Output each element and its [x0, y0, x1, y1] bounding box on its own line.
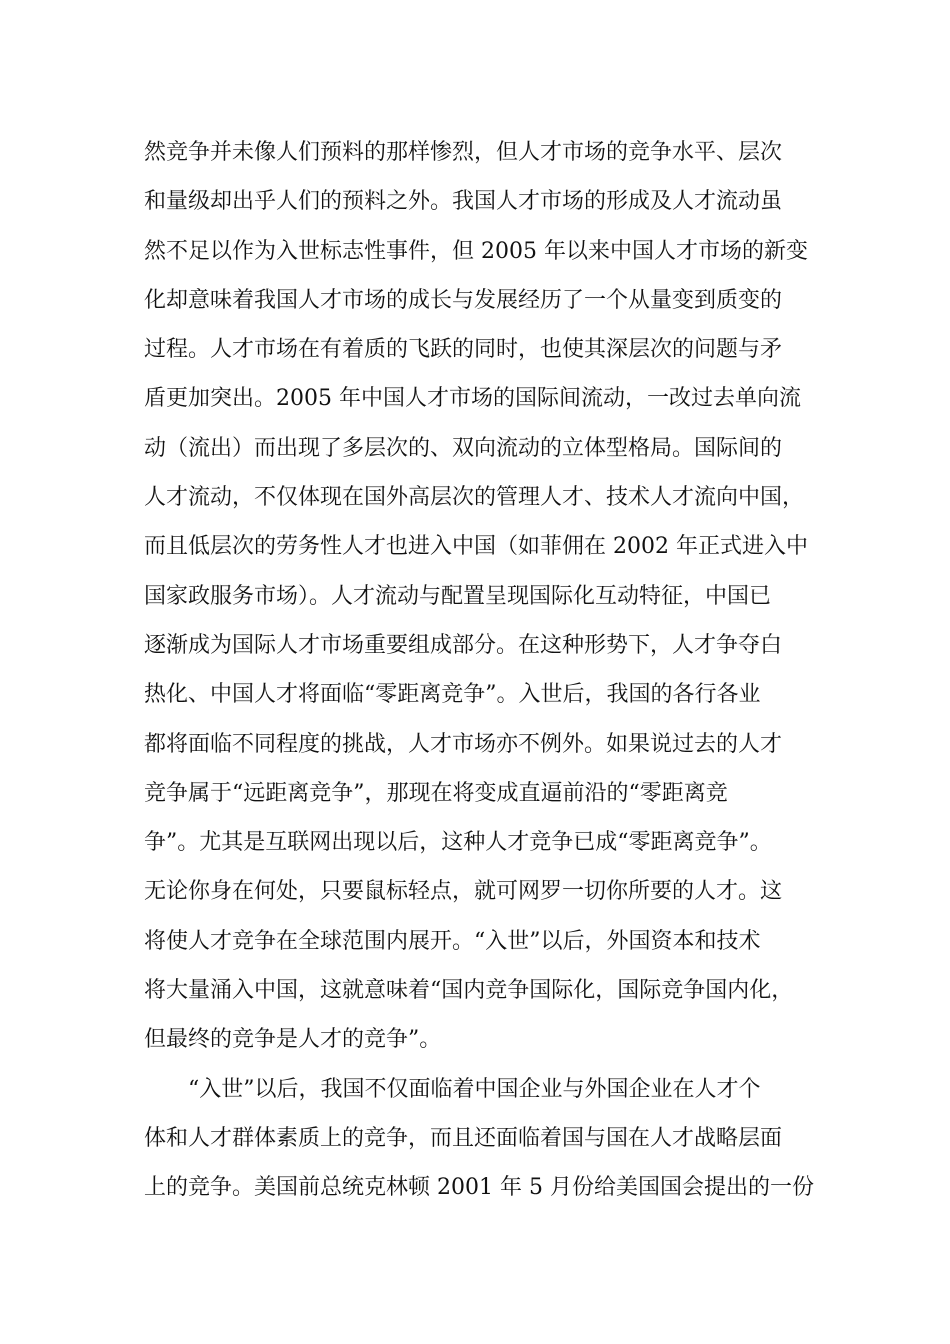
document-body [144, 128, 834, 1213]
text-line: 无论你身在何处，只要鼠标轻点，就可网罗一切你所要的人才。这 [144, 879, 783, 905]
text-line: 竞争属于“远距离竞争”，那现在将变成直逼前沿的“零距离竞 [144, 780, 728, 806]
text-line: 将使人才竞争在全球范围内展开。“入世”以后，外国资本和技术 [144, 928, 761, 954]
text-line: 逐渐成为国际人才市场重要组成部分。在这种形势下，人才争夺白 [144, 632, 783, 658]
text-line: 和量级却出乎人们的预料之外。我国人才市场的形成及人才流动虽 [144, 189, 783, 215]
text-line: 然不足以作为入世标志性事件，但 2005 年以来中国人才市场的新变 [144, 238, 808, 264]
text-line: 争”。尤其是互联网出现以后，这种人才竞争已成“零距离竞争”。 [144, 830, 772, 856]
text-line: 都将面临不同程度的挑战，人才市场亦不例外。如果说过去的人才 [144, 731, 783, 757]
text-line: 但最终的竞争是人才的竞争”。 [144, 1027, 442, 1053]
text-line: 然竞争并未像人们预料的那样惨烈，但人才市场的竞争水平、层次 [144, 140, 783, 165]
text-line: 体和人才群体素质上的竞争，而且还面临着国与国在人才战略层面 [144, 1125, 783, 1151]
text-line: 动（流出）而出现了多层次的、双向流动的立体型格局。国际间的 [144, 435, 783, 461]
text-line: 热化、中国人才将面临“零距离竞争”。入世后，我国的各行各业 [144, 682, 761, 708]
text-line: 国家政服务市场）。人才流动与配置呈现国际化互动特征，中国已 [144, 583, 772, 609]
text-line: 将大量涌入中国，这就意味着“国内竞争国际化，国际竞争国内化， [144, 978, 794, 1004]
text-line: 化却意味着我国人才市场的成长与发展经历了一个从量变到质变的 [144, 287, 783, 313]
text-line: 而且低层次的劳务性人才也进入中国（如菲佣在 2002 年正式进入中 [144, 534, 808, 560]
paragraph-first-line: “入世”以后，我国不仅面临着中国企业与外国企业在人才个 [188, 1076, 761, 1102]
text-line: 过程。人才市场在有着质的飞跃的同时，也使其深层次的问题与矛 [144, 337, 783, 363]
text-line: 上的竞争。美国前总统克林顿 2001 年 5 月份给美国国会提出的一份 [144, 1175, 814, 1201]
text-line: 盾更加突出。2005 年中国人才市场的国际间流动，一改过去单向流 [144, 386, 801, 412]
text-line: 人才流动，不仅体现在国外高层次的管理人才、技术人才流向中国， [144, 485, 805, 511]
